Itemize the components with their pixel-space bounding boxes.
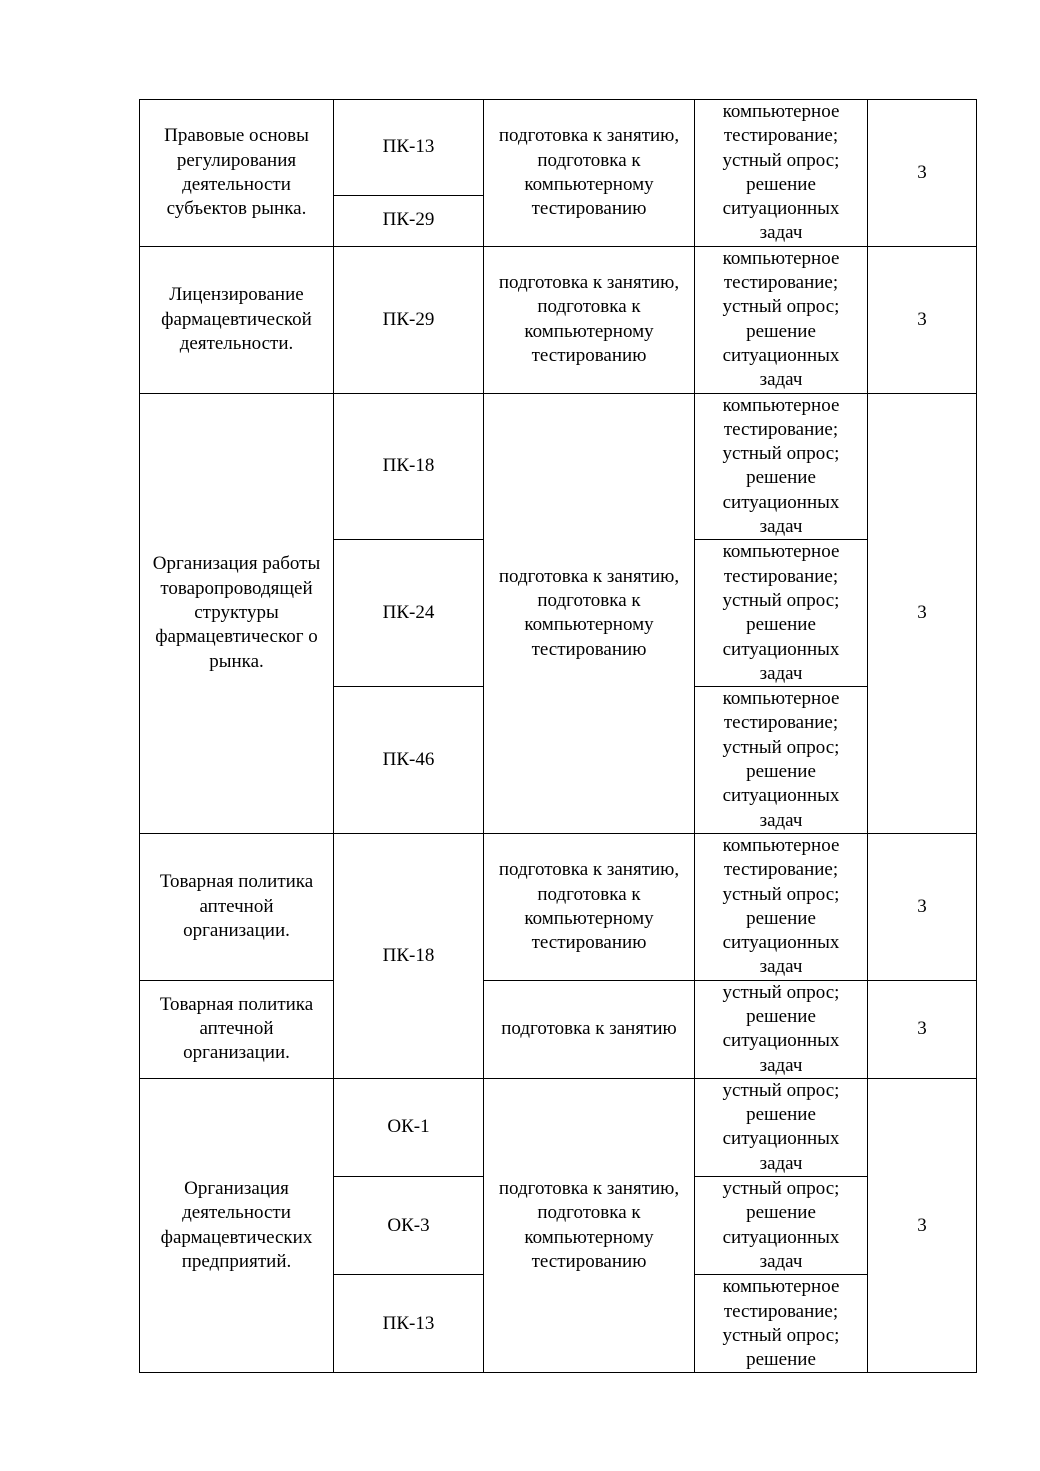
competency-cell: ПК-24: [334, 540, 484, 687]
hours-cell: 3: [868, 1078, 977, 1373]
work-cell: подготовка к занятию, подготовка к компьютерному тестированию: [484, 1078, 695, 1373]
work-cell: подготовка к занятию, подготовка к компьютерному тестированию: [484, 833, 695, 980]
hours-cell: 3: [868, 980, 977, 1078]
assessment-cell: компьютерное тестирование; устный опрос; решение ситуационных задач: [695, 246, 868, 393]
assessment-cell: компьютерное тестирование; устный опрос; решение ситуационных задач: [695, 540, 868, 687]
assessment-cell: компьютерное тестирование; устный опрос; решение ситуационных задач: [695, 833, 868, 980]
assessment-cell: устный опрос; решение ситуационных задач: [695, 1078, 868, 1176]
competency-table: [139, 99, 977, 1373]
assessment-cell: компьютерное тестирование; устный опрос; решение ситуационных задач: [695, 687, 868, 834]
competency-cell: ОК-1: [334, 1078, 484, 1176]
assessment-cell: компьютерное тестирование; устный опрос; решение ситуационных задач: [695, 393, 868, 540]
topic-cell: Организация работы товаропроводящей структуры фармацевтическог о рынка.: [140, 393, 334, 833]
competency-cell: ПК-46: [334, 687, 484, 834]
topic-cell: Правовые основы регулирования деятельности субъектов рынка.: [140, 100, 334, 247]
competency-cell: ПК-13: [334, 1275, 484, 1373]
hours-cell: 3: [868, 393, 977, 833]
competency-cell: ОК-3: [334, 1177, 484, 1275]
work-cell: подготовка к занятию, подготовка к компьютерному тестированию: [484, 100, 695, 247]
assessment-cell: устный опрос; решение ситуационных задач: [695, 980, 868, 1078]
topic-cell: Организация деятельности фармацевтических предприятий.: [140, 1078, 334, 1373]
hours-cell: 3: [868, 100, 977, 247]
competency-cell: ПК-18: [334, 393, 484, 540]
assessment-cell: компьютерное тестирование; устный опрос; решение ситуационных задач: [695, 100, 868, 247]
hours-cell: 3: [868, 833, 977, 980]
hours-cell: 3: [868, 246, 977, 393]
work-cell: подготовка к занятию, подготовка к компьютерному тестированию: [484, 393, 695, 833]
work-cell: подготовка к занятию: [484, 980, 695, 1078]
work-cell: подготовка к занятию, подготовка к компьютерному тестированию: [484, 246, 695, 393]
assessment-cell: компьютерное тестирование; устный опрос; решение: [695, 1275, 868, 1373]
competency-cell: ПК-13: [334, 100, 484, 196]
competency-cell: ПК-18: [334, 833, 484, 1078]
assessment-cell: устный опрос; решение ситуационных задач: [695, 1177, 868, 1275]
topic-cell: Товарная политика аптечной организации.: [140, 980, 334, 1078]
competency-cell: ПК-29: [334, 246, 484, 393]
topic-cell: Товарная политика аптечной организации.: [140, 833, 334, 980]
topic-cell: Лицензирование фармацевтической деятельности.: [140, 246, 334, 393]
competency-cell: ПК-29: [334, 195, 484, 246]
